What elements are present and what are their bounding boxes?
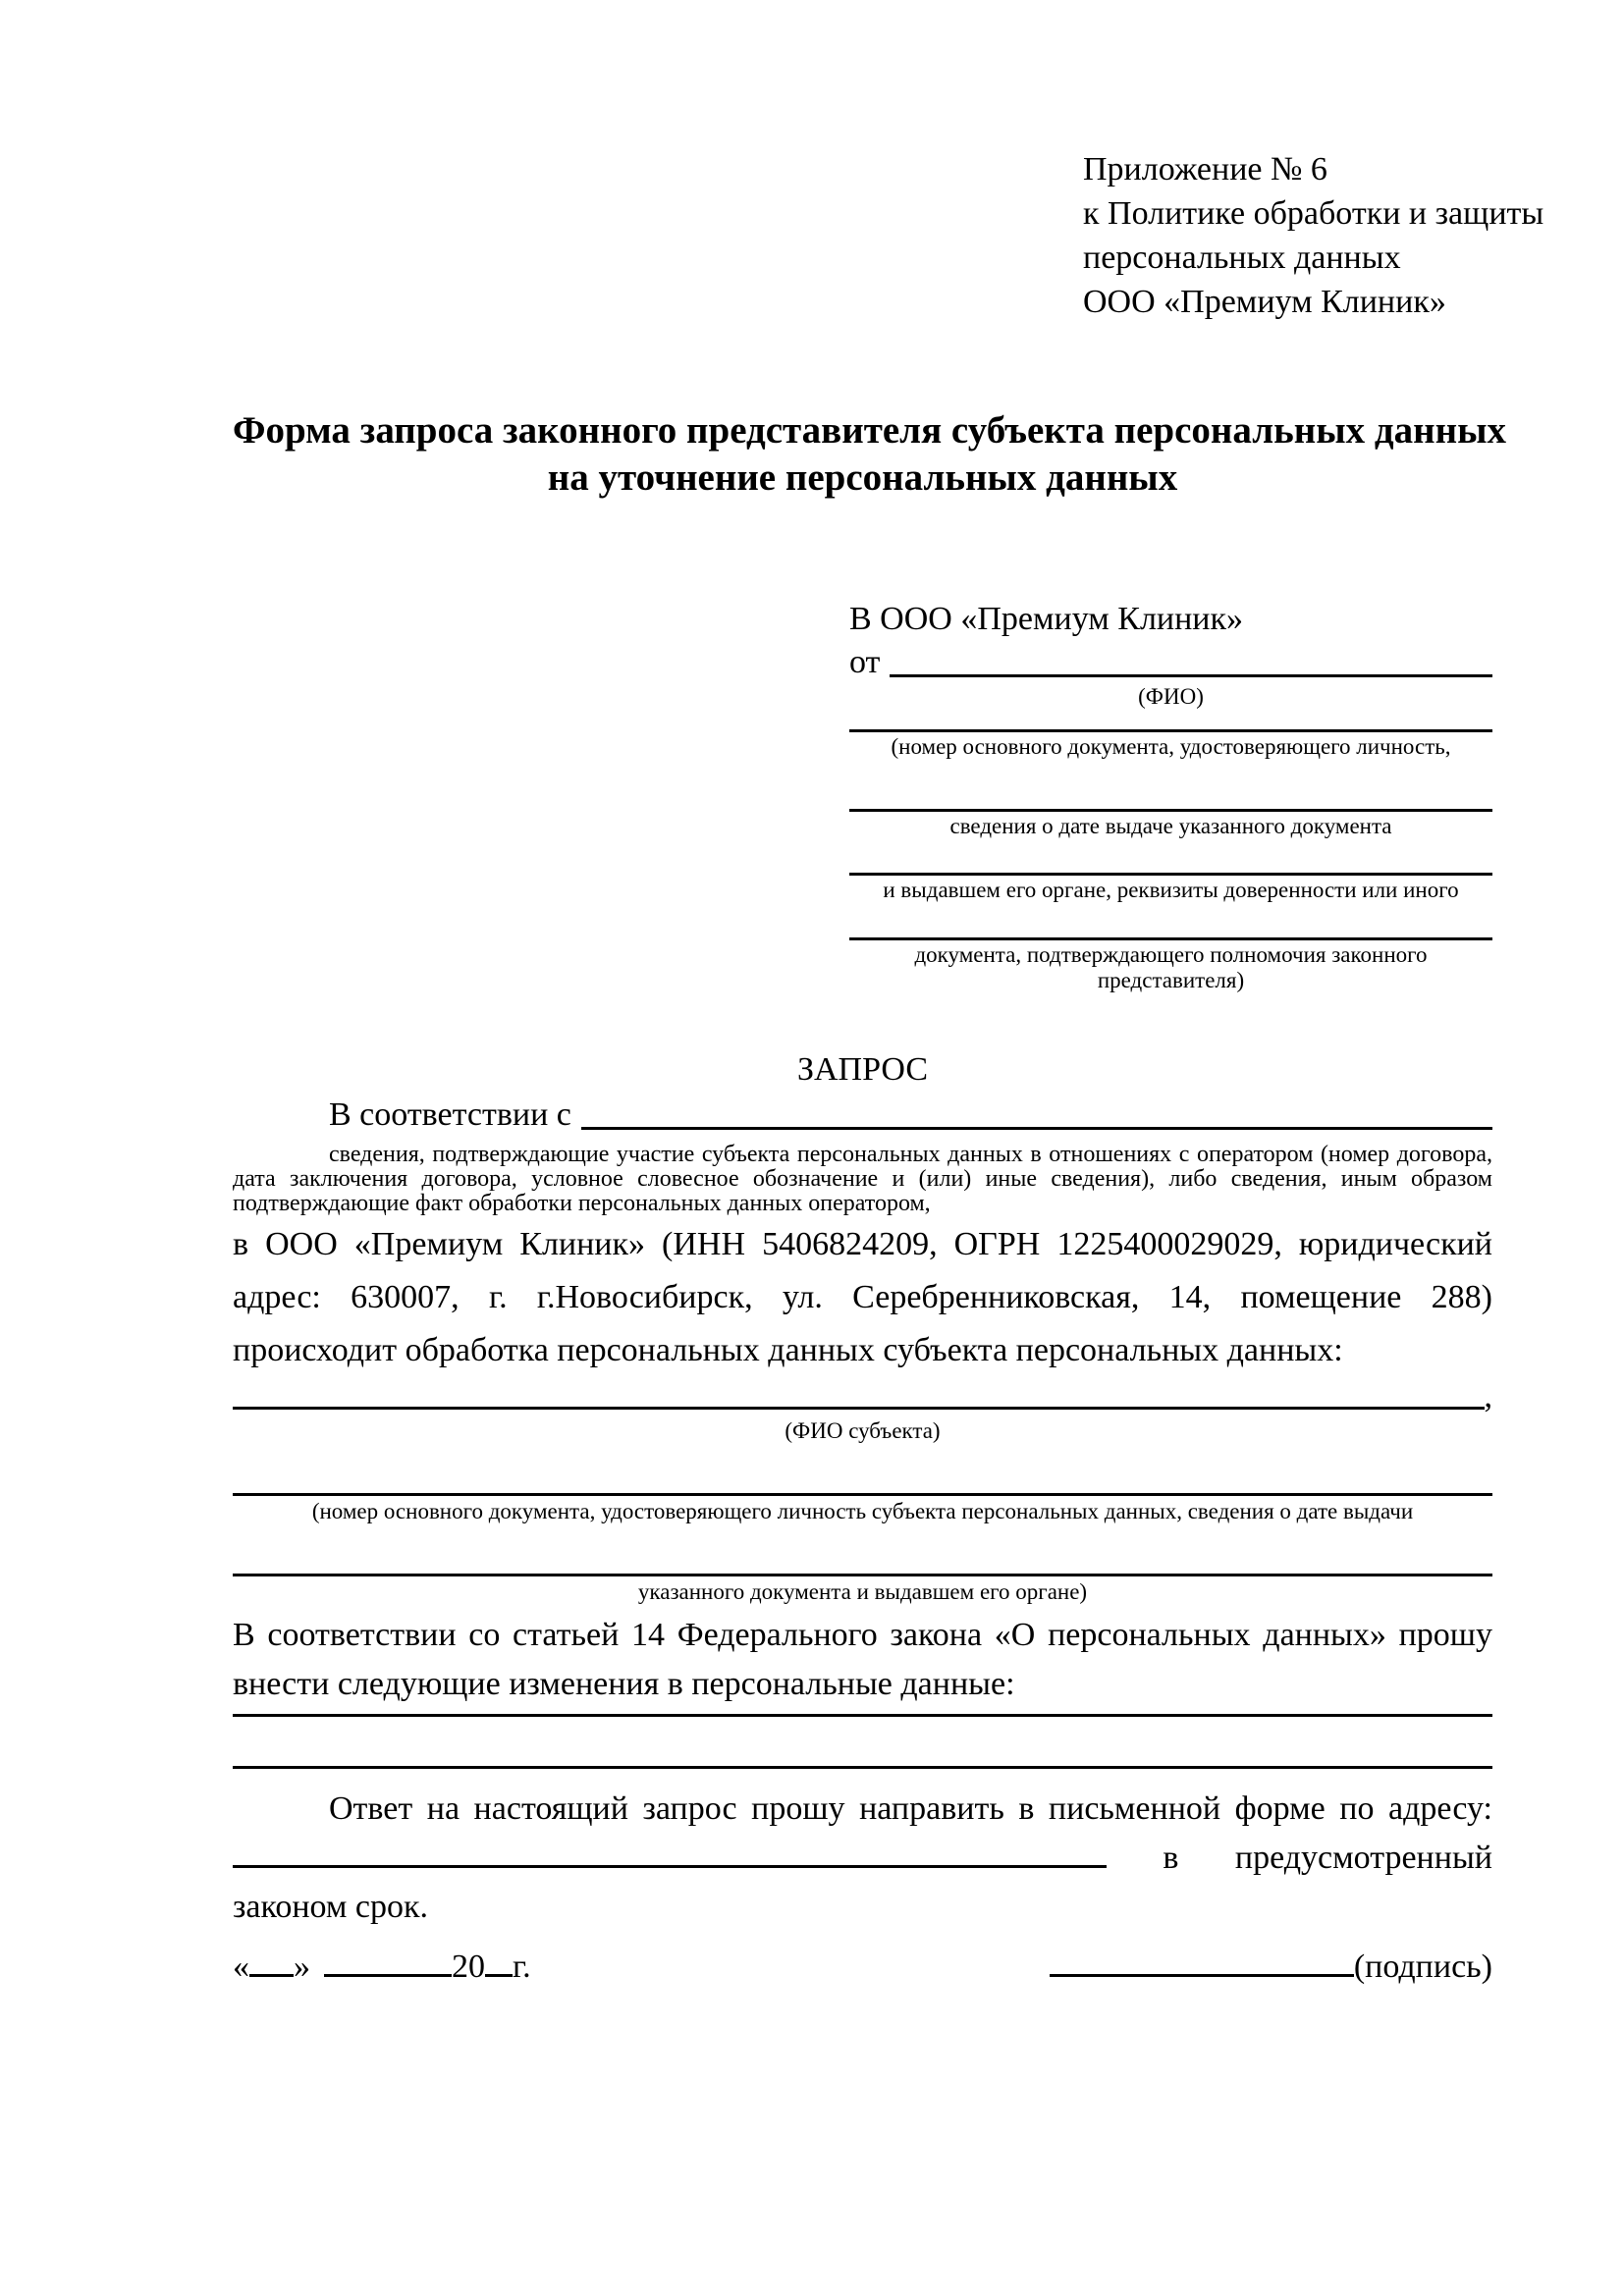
addressee-from-label: от bbox=[849, 644, 881, 680]
date-signature-row bbox=[233, 1946, 1492, 1989]
law-paragraph: В соответствии со статьей 14 Федерального закона «О персональных данных» прошу внести следующие изменения в персональные данные: bbox=[233, 1617, 1492, 1702]
addressee-to: В ООО «Премиум Клиник» bbox=[849, 601, 1244, 637]
signature-blank-line bbox=[1050, 1970, 1354, 1977]
annex-block bbox=[1083, 147, 1544, 324]
blank-caption-4: документа, подтверждающего полномочия законного представителя) bbox=[914, 942, 1428, 992]
blank-line bbox=[849, 729, 1492, 732]
annex-line-4: ООО «Премиум Клиник» bbox=[1083, 284, 1446, 320]
blank-line bbox=[849, 937, 1492, 940]
changes-blank-line-2 bbox=[233, 1766, 1492, 1769]
year-prefix: 20 bbox=[452, 1949, 485, 1985]
blank-line bbox=[849, 873, 1492, 876]
subject-doc-caption-1: (номер основного документа, удостоверяющего личность субъекта персональных данных, сведения о дате выдачи bbox=[311, 1499, 1414, 1523]
fio-caption: (ФИО) bbox=[1138, 684, 1204, 709]
subject-doc-blank-line-2 bbox=[233, 1550, 1492, 1576]
subject-fio-blank-line bbox=[233, 1407, 1485, 1410]
document-title bbox=[233, 407, 1507, 502]
changes-blank-line-1 bbox=[233, 1714, 1492, 1717]
intro-prefix: В соответствии с bbox=[329, 1096, 571, 1133]
basis-blank-line bbox=[581, 1094, 1492, 1130]
representative-doc-blank-2 bbox=[849, 809, 1492, 839]
day-blank-line bbox=[249, 1970, 294, 1977]
subject-fio-caption: (ФИО субъекта) bbox=[785, 1418, 941, 1443]
intro-footnote: сведения, подтверждающие участие субъекта персональных данных в отношениях с оператором (номер договора, дата заключения договора, условное словесное обозначение и (или) иные сведения), либо сведения, иным образом подтверждающие факт обработки персональных данных оператором, bbox=[233, 1142, 1492, 1216]
annex-line-3: персональных данных bbox=[1083, 240, 1401, 276]
intro-row bbox=[233, 1094, 1492, 1137]
annex-line-2: к Политике обработки и защиты bbox=[1083, 195, 1544, 232]
year-suffix: г. bbox=[513, 1949, 531, 1985]
answer-tail: законом срок. bbox=[233, 1889, 428, 1925]
addressee-block bbox=[849, 598, 1492, 993]
year-blank-line bbox=[485, 1970, 513, 1977]
blank-caption-3: и выдавшем его органе, реквизиты доверенности или иного bbox=[883, 878, 1459, 902]
subject-fio-blank-row bbox=[233, 1377, 1492, 1418]
representative-doc-blank-3 bbox=[849, 873, 1492, 903]
month-blank-line bbox=[324, 1970, 452, 1977]
date-field bbox=[233, 1946, 531, 1989]
annex-line-1: Приложение № 6 bbox=[1083, 151, 1327, 187]
fio-blank-line bbox=[890, 641, 1492, 677]
answer-prefix: Ответ на настоящий запрос прошу направить в письменной форме по адресу: bbox=[329, 1790, 1492, 1827]
signature-caption: (подпись) bbox=[1353, 1949, 1492, 1985]
trailing-comma: , bbox=[1484, 1378, 1492, 1415]
signature-field bbox=[1050, 1946, 1492, 1989]
blank-caption-1: (номер основного документа, удостоверяющего личность, bbox=[891, 734, 1451, 759]
quote-open: « bbox=[233, 1949, 249, 1985]
answer-suffix: в предусмотренный bbox=[1163, 1840, 1492, 1876]
operator-paragraph: в ООО «Премиум Клиник» (ИНН 5406824209, ОГРН 1225400029029, юридический адрес: 630007, г. г.Новосибирск, ул. Серебренниковская, 14, помещение 288) происходит обработка персональных данных субъекта персональных данных: bbox=[233, 1226, 1492, 1368]
representative-doc-blank-4 bbox=[849, 937, 1492, 993]
subject-doc-caption-2: указанного документа и выдавшем его органе) bbox=[637, 1579, 1088, 1604]
addressee-from-row bbox=[849, 641, 1492, 684]
blank-line bbox=[849, 809, 1492, 812]
subject-doc-blank-line-1 bbox=[233, 1469, 1492, 1496]
blank-caption-2: сведения о дате выдаче указанного документа bbox=[949, 814, 1392, 838]
representative-doc-blank-1 bbox=[849, 729, 1492, 760]
document-title-line2: на уточнение персональных данных bbox=[547, 456, 1178, 499]
address-blank-line bbox=[233, 1861, 1107, 1868]
quote-close: » bbox=[294, 1949, 310, 1985]
document-title-line1: Форма запроса законного представителя субъекта персональных данных bbox=[233, 409, 1507, 452]
answer-paragraph bbox=[233, 1785, 1492, 1932]
request-heading: ЗАПРОС bbox=[796, 1051, 929, 1088]
